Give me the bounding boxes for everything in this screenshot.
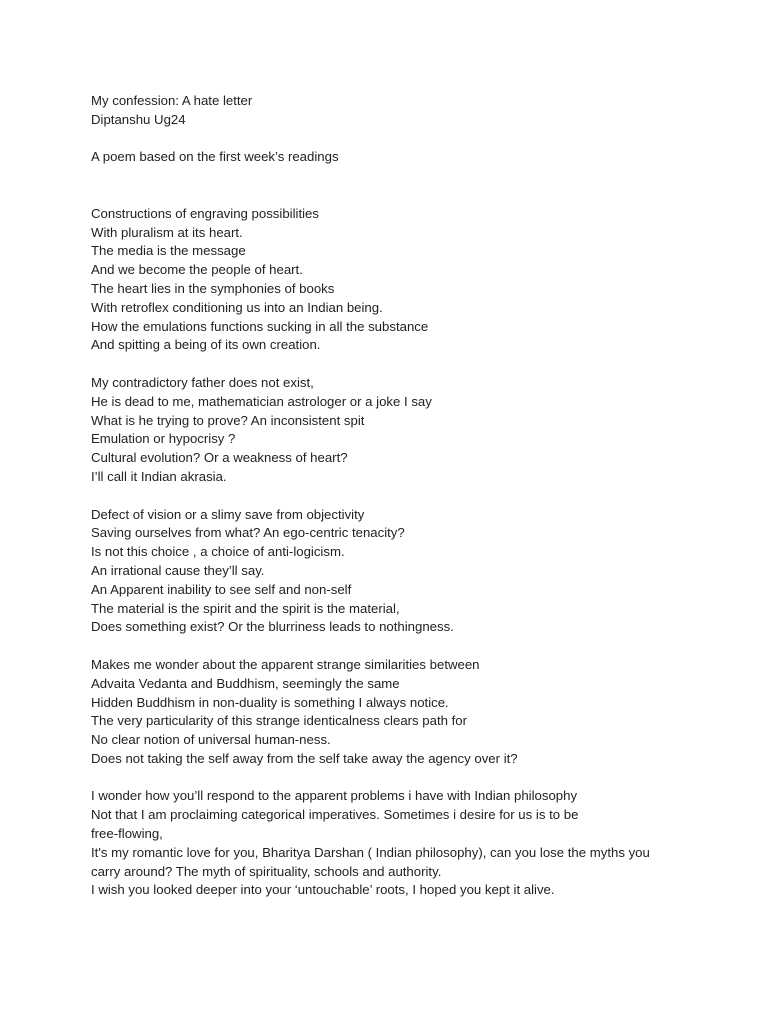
poem-line: Defect of vision or a slimy save from objectivity [91,506,365,522]
poem-line: No clear notion of universal human-ness. [91,732,331,748]
spacer [91,769,728,788]
poem-line: I wonder how you’ll respond to the apparent problems i have with Indian philosophy [91,788,578,804]
poem-line: With pluralism at its heart. [91,224,243,240]
poem-line: With retroflex conditioning us into an Indian being. [91,299,383,315]
poem-line: Cultural evolution? Or a weakness of heart? [91,450,348,466]
poem-line: Makes me wonder about the apparent strange similarities between [91,656,480,672]
poem-line: An irrational cause they’ll say. [91,562,265,578]
stanza-5 [91,787,728,900]
spacer [91,167,728,205]
poem-line: The very particularity of this strange identicalness clears path for [91,713,468,729]
stanza-3 [91,506,728,638]
poem-line: The media is the message [91,243,246,259]
poem-line: Hidden Buddhism in non-duality is something I always notice. [91,694,449,710]
poem-line: My contradictory father does not exist, [91,374,314,390]
poem-line: It's my romantic love for you, Bharitya Darshan ( Indian philosophy), can you lose the myths you [91,844,650,860]
poem-line: The material is the spirit and the spirit is the material, [91,600,400,616]
document-author: Diptanshu Ug24 [91,111,186,127]
stanza-1 [91,205,728,355]
poem-line: Does not taking the self away from the self take away the agency over it? [91,750,518,766]
stanza-2 [91,374,728,487]
poem-line: He is dead to me, mathematician astrologer or a joke I say [91,393,432,409]
poem-line: What is he trying to prove? An inconsistent spit [91,412,365,428]
poem-line: Not that I am proclaiming categorical imperatives. Sometimes i desire for us is to be [91,807,579,823]
poem-line: Advaita Vedanta and Buddhism, seemingly the same [91,675,400,691]
poem-line: And spitting a being of its own creation. [91,337,321,353]
spacer [91,130,728,149]
poem-line: free-flowing, [91,826,163,842]
poem-line: Emulation or hypocrisy ? [91,431,236,447]
spacer [91,637,728,656]
poem-line: An Apparent inability to see self and non-self [91,581,352,597]
poem-line: And we become the people of heart. [91,262,303,278]
poem-line: I’ll call it Indian akrasia. [91,468,227,484]
poem-line: Saving ourselves from what? An ego-centric tenacity? [91,525,405,541]
poem-line: The heart lies in the symphonies of books [91,280,335,296]
document-title: My confession: A hate letter [91,93,253,108]
stanza-4 [91,656,728,769]
document-subtitle: A poem based on the first week’s readings [91,149,339,165]
poem-line: How the emulations functions sucking in all the substance [91,318,429,334]
poem-line: I wish you looked deeper into your ‘untouchable’ roots, I hoped you kept it alive. [91,882,555,898]
poem-line: Does something exist? Or the blurriness leads to nothingness. [91,619,454,635]
poem-line: Constructions of engraving possibilities [91,205,319,221]
spacer [91,355,728,374]
spacer [91,487,728,506]
poem-line: carry around? The myth of spirituality, schools and authority. [91,863,442,879]
poem-line: Is not this choice , a choice of anti-logicism. [91,544,345,560]
